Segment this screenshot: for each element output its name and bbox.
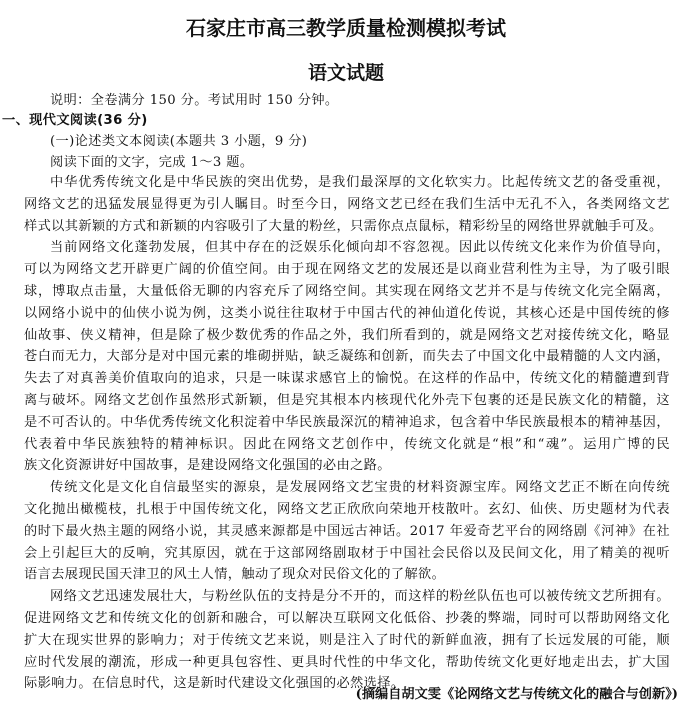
passage-line: 网络文艺迅速发展壮大，与粉丝队伍的支持是分不开的，而这样的粉丝队伍也可以被传统文艺所拥有。 <box>50 589 670 605</box>
passage-line: 的时下最火热主题的网络小说，其灵感来源都是中国远古神话。2017 年爱奇艺平台的网络剧《河神》在社 <box>24 523 670 539</box>
section-heading: 一、现代文阅读(36 分) <box>2 113 148 128</box>
exam-instructions: 说明：全卷满分 150 分。考试用时 150 分钟。 <box>50 93 339 108</box>
passage-line: 失去了对真善美价值取向的追求，只是一味谋求感官上的愉悦。在这样的作品中，传统文化的精髓遭到背 <box>24 371 670 387</box>
passage-line: 网络文艺的迅猛发展显得更为引人瞩目。时至今日，网络文艺已经在我们生活中无孔不入，各类网络文艺 <box>24 196 670 212</box>
exam-title: 石家庄市高三教学质量检测模拟考试 <box>186 16 506 40</box>
passage-line: 球，博取点击量，大量低俗无聊的内容充斥了网络空间。其实现在网络文艺并不是与传统文化完全隔离， <box>24 284 670 299</box>
reading-prompt: 阅读下面的文字，完成 1～3 题。 <box>50 155 254 170</box>
passage-line: 应时代发展的潮流，形成一种更具包容性、更具时代性的中华文化，帮助传统文化更好地走出去，扩大国 <box>24 654 670 670</box>
subject-title: 语文试题 <box>307 62 384 84</box>
passage-line: 当前网络文化蓬勃发展，但其中存在的泛娱乐化倾向却不容忽视。因此以传统文化来作为价值导向， <box>50 240 670 256</box>
passage-line: 际影响力。在信息时代，这是新时代建设文化强国的必然选择。 <box>24 676 405 692</box>
section-subheading: (一)论述类文本阅读(本题共 3 小题，9 分) <box>50 134 308 149</box>
passage-line: 会上引起巨大的反响，究其原因，就在于这部网络剧取材于中国社会民俗以及民间文化，用了精美的视听 <box>24 545 670 561</box>
passage-line: 可以为网络文艺开辟更广阔的价值空间。由于现在网络文艺的发展还是以商业营利性为主导，为了吸引眼 <box>24 262 670 278</box>
passage-line: 代表着中华民族独特的精神标识。因此在网络文艺创作中，传统文化就是“根”和“魂”。运用广博的民 <box>24 436 670 452</box>
passage-line: 促进网络文艺和传统文化的创新和融合，可以解决互联网文化低俗、抄袭的弊端，同时可以帮助网络文化 <box>24 611 670 626</box>
passage-line: 文化抛出橄榄枝，扎根于中国传统文化，网络文艺正欣欣向荣地开枝散叶。玄幻、仙侠、历史题材为代表 <box>24 502 670 517</box>
passage-line: 语言去展现民国天津卫的风土人情，触动了现众对民俗文化的了解欲。 <box>24 567 446 583</box>
passage-line: 扩大在现实世界的影响力；对于传统文艺来说，则是注入了时代的新鲜血液，拥有了长远发展的可能，顺 <box>24 632 670 648</box>
passage-line: 样式以其新颖的方式和新颖的内容吸引了大量的粉丝，只需你点点鼠标，精彩纷呈的网络世界就触手可及。 <box>24 218 663 234</box>
passage-line: 仙故事、侠义精神，但是除了极少数优秀的作品之外，我们所看到的，就是网络文艺对接传统文化，略显 <box>24 327 670 343</box>
passage-line: 传统文化是文化自信最坚实的源泉，是发展网络文艺宝贵的材料资源宝库。网络文艺正不断在向传统 <box>50 480 670 496</box>
passage-line: 以网络小说中的仙侠小说为例，这类小说往往取材于中国古代的神仙道化传说，其核心还是中国传统的修 <box>24 305 670 321</box>
passage-line: 苍白而无力，大部分是对中国元素的堆砌拼贴，缺乏凝练和创新，而失去了中国文化中最精髓的人文内涵， <box>24 349 670 365</box>
passage-line: 是不可否认的。中华优秀传统文化积淀着中华民族最深沉的精神追求，包含着中华民族最根本的精神基因， <box>24 414 670 430</box>
passage-line: 族文化资源讲好中国故事，是建设网络文化强国的必由之路。 <box>24 458 391 474</box>
passage-line: 离与破坏。网络文艺创作虽然形式新颖，但是究其根本内核现代化外壳下包裹的还是民族文化的精髓，这 <box>24 393 670 408</box>
passage-source: (摘编自胡文雯《论网络文艺与传统文化的融合与创新》) <box>355 687 678 702</box>
passage-line: 中华优秀传统文化是中华民族的突出优势，是我们最深厚的文化软实力。比起传统文艺的备受重视， <box>50 175 670 190</box>
